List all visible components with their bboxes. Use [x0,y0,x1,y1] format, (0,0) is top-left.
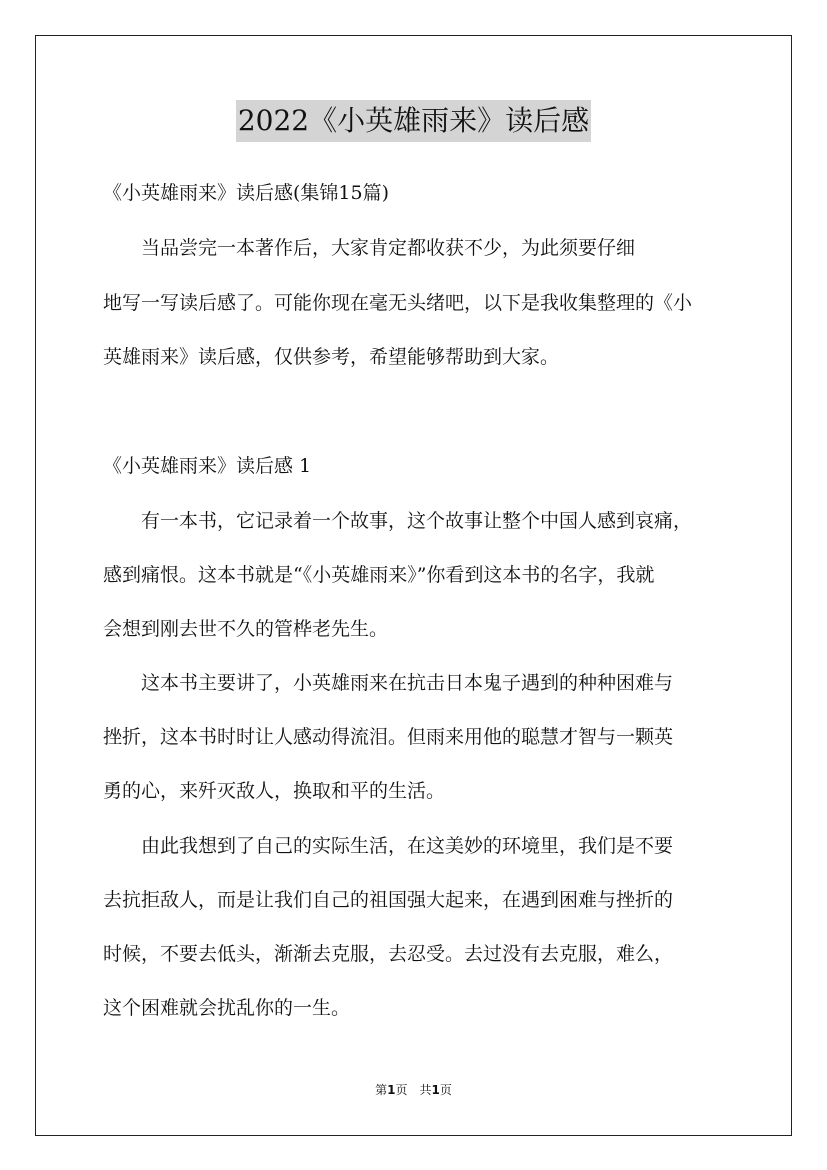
page-footer [0,1082,827,1098]
body-line-8: 去抗拒敌人，而是让我们自己的祖国强大起来，在遇到困难与挫折的 [103,889,674,911]
body-line-4: 这本书主要讲了，小英雄雨来在抗击日本鬼子遇到的种种困难与 [103,672,674,694]
body-line-2: 感到痛恨。这本书就是“《小英雄雨来》”你看到这本书的名字，我就 [103,564,655,586]
body-line-9: 时候，不要去低头，渐渐去克服，去忍受。去过没有去克服，难么， [103,943,674,965]
body-line-6: 勇的心，来歼灭敌人，换取和平的生活。 [103,780,446,802]
document-title-text: 2022《小英雄雨来》读后感 [236,100,591,142]
body-line-10: 这个困难就会扰乱你的一生。 [103,997,351,1019]
page-current: 1 [387,1083,396,1097]
intro-line-1: 当品尝完一本著作后，大家肯定都收获不少，为此须要仔细 [103,237,636,259]
page-total: 1 [431,1083,440,1097]
body-line-3: 会想到刚去世不久的管桦老先生。 [103,618,389,640]
document-title [0,100,827,142]
intro-line-3: 英雄雨来》读后感，仅供参考，希望能够帮助到大家。 [103,346,560,368]
body-line-7: 由此我想到了自己的实际生活，在这美妙的环境里，我们是不要 [103,835,674,857]
page-mid: 页 共 [395,1083,432,1097]
page-prefix: 第 [375,1083,388,1097]
body-line-5: 挫折，这本书时时让人感动得流泪。但雨来用他的聪慧才智与一颗英 [103,726,674,748]
body-line-1: 有一本书，它记录着一个故事，这个故事让整个中国人感到哀痛， [103,510,693,532]
page-suffix: 页 [439,1083,452,1097]
section-heading: 《小英雄雨来》读后感 1 [103,455,312,477]
document-subtitle: 《小英雄雨来》读后感(集锦15篇) [103,182,390,204]
intro-line-2: 地写一写读后感了。可能你现在毫无头绪吧，以下是我收集整理的《小 [103,292,693,314]
